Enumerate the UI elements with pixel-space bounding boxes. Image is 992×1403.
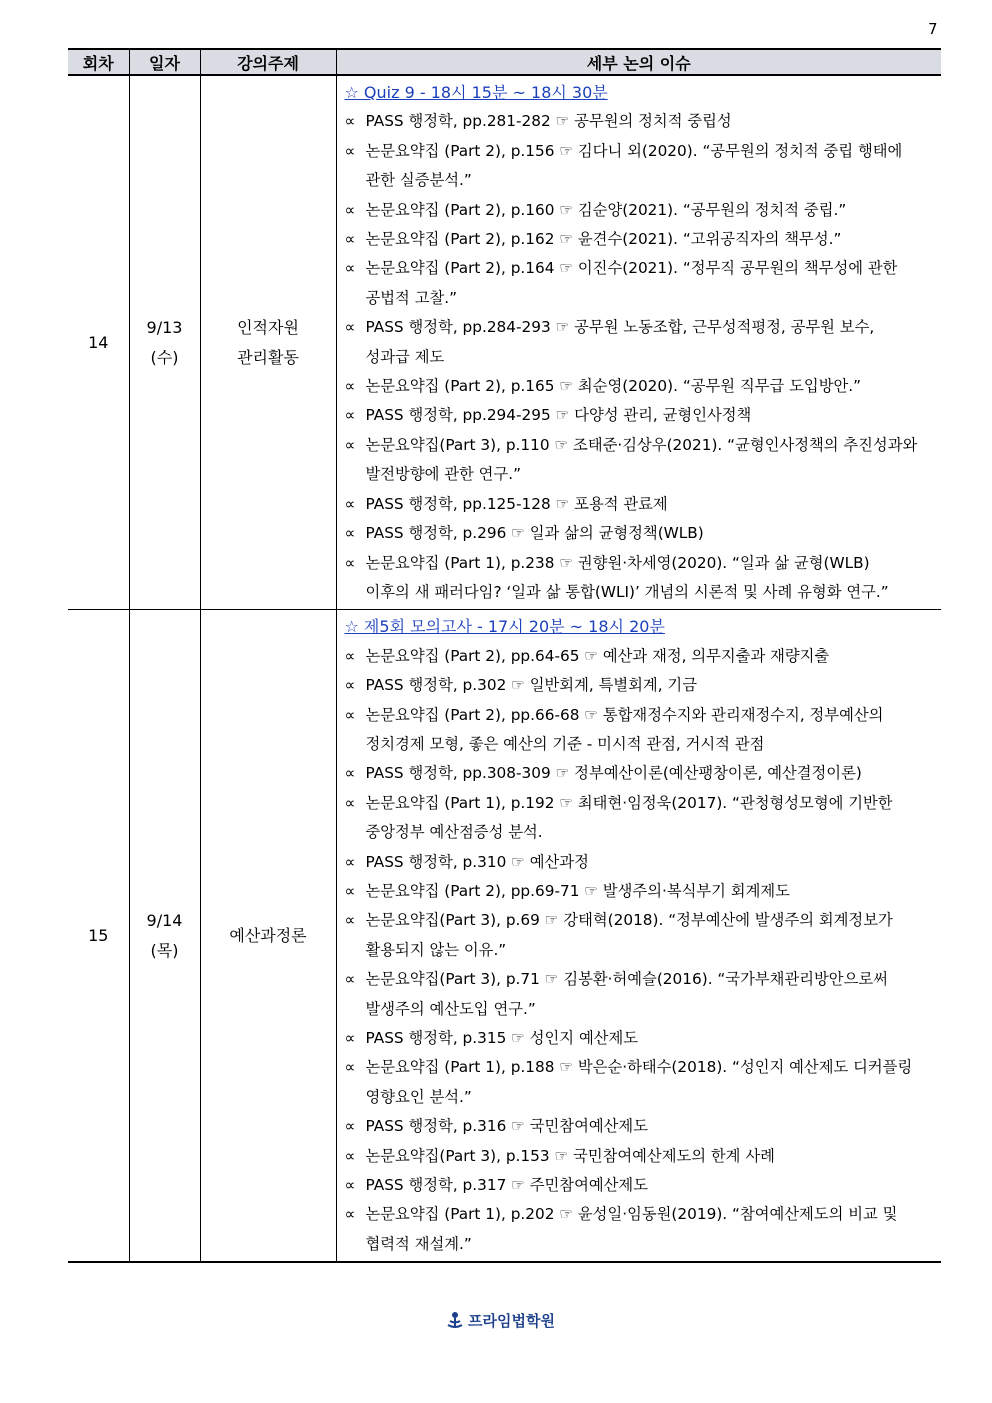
issue-line: 협력적 재설계.” [365, 1234, 472, 1253]
bullet-icon: ∝ [344, 494, 356, 513]
issue-item [345, 671, 934, 700]
topic-line: 예산과정론 [229, 925, 307, 945]
issue-item [345, 701, 934, 760]
bullet-icon: ∝ [344, 230, 356, 249]
issue-line: PASS 행정학, pp.284-293 ☞ 공무원 노동조합, 근무성적평정, 공무원 보수, [365, 318, 875, 337]
bullet-icon: ∝ [344, 1029, 356, 1047]
issue-text [366, 1053, 934, 1112]
bullet-icon: ∝ [344, 881, 356, 900]
issue-text [366, 1112, 934, 1141]
footer-academy-name: 프라임법학원 [468, 1312, 555, 1330]
issue-item [345, 1053, 934, 1112]
issue-line: 성과급 제도 [365, 347, 445, 366]
issue-item [345, 1171, 934, 1200]
issue-text [366, 372, 934, 401]
issue-text [366, 701, 934, 760]
issue-item [345, 196, 934, 225]
date-weekday: (목) [150, 940, 179, 960]
issue-text [366, 848, 934, 877]
issue-item [345, 1200, 934, 1259]
bullet-icon: ∝ [344, 259, 356, 278]
issue-line: 논문요약집 (Part 2), pp.66-68 ☞ 통합재정수지와 관리재정수지, 정부예산의 [365, 705, 884, 724]
date-weekday: (수) [150, 347, 179, 367]
bullet-icon: ∝ [344, 646, 356, 665]
issue-line: 논문요약집 (Part 2), p.160 ☞ 김순양(2021). “공무원의 정치적 중립.” [365, 200, 847, 219]
bullet-icon: ∝ [344, 764, 356, 783]
bullet-icon: ∝ [344, 970, 356, 989]
issue-item [345, 431, 934, 490]
issue-item [345, 965, 934, 1024]
issue-line: PASS 행정학, pp.281-282 ☞ 공무원의 정치적 중립성 [365, 112, 732, 131]
bullet-icon: ∝ [344, 524, 356, 543]
issue-line: 논문요약집 (Part 2), p.162 ☞ 윤견수(2021). “고위공직자의 책무성.” [365, 230, 842, 249]
bullet-icon: ∝ [344, 676, 356, 695]
issue-item [345, 313, 934, 372]
issue-text [366, 401, 934, 430]
issue-text [366, 1142, 934, 1171]
bullet-icon: ∝ [344, 852, 356, 871]
bullet-icon: ∝ [344, 793, 356, 812]
session-topic [200, 610, 336, 1262]
issue-text [366, 313, 934, 372]
bullet-icon: ∝ [344, 1176, 356, 1195]
issue-text [366, 906, 934, 965]
bullet-icon: ∝ [344, 1146, 356, 1165]
issue-item [345, 549, 934, 608]
session-date [129, 610, 200, 1262]
issue-line: 논문요약집 (Part 1), p.238 ☞ 권향원·차세영(2020). “일과 삶 균형(WLB) [365, 553, 870, 572]
issue-line: 논문요약집 (Part 1), p.188 ☞ 박은순·하태수(2018). “성인지 예산제도 디커플링 [365, 1058, 913, 1077]
issue-line: PASS 행정학, p.317 ☞ 주민참여예산제도 [365, 1176, 648, 1195]
bullet-icon: ∝ [344, 1205, 356, 1224]
issue-line: 논문요약집 (Part 1), p.192 ☞ 최태현·임정욱(2017). “관청형성모형에 기반한 [365, 793, 893, 812]
issue-text [366, 225, 934, 254]
issue-line: 논문요약집(Part 3), p.69 ☞ 강태혁(2018). “정부예산에 발생주의 회계정보가 [365, 911, 893, 930]
issue-line: 논문요약집 (Part 2), p.164 ☞ 이진수(2021). “정무직 공무원의 책무성에 관한 [365, 259, 898, 278]
issue-line: PASS 행정학, p.296 ☞ 일과 삶의 균형정책(WLB) [365, 524, 704, 543]
date-day: 9/14 [146, 910, 183, 930]
issue-text [366, 519, 934, 548]
issue-line: 논문요약집 (Part 1), p.202 ☞ 윤성일·임동원(2019). “참여예산제도의 비교 및 [365, 1205, 898, 1224]
issue-line: 논문요약집 (Part 2), p.165 ☞ 최순영(2020). “공무원 직무급 도입방안.” [365, 377, 862, 396]
issue-text [366, 254, 934, 313]
issue-item [345, 642, 934, 671]
issue-item [345, 1142, 934, 1171]
page-number: 7 [928, 20, 938, 38]
issue-line: 중앙정부 예산점증성 분석. [365, 823, 543, 842]
session-date [129, 75, 200, 610]
session-topic [200, 75, 336, 610]
session-row [68, 610, 941, 1262]
issue-text [366, 196, 934, 225]
issue-line: 논문요약집(Part 3), p.153 ☞ 국민참여예산제도의 한계 사례 [365, 1146, 775, 1165]
topic-line: 인적자원 [237, 317, 299, 337]
bullet-icon: ∝ [344, 1117, 356, 1136]
issue-item [345, 107, 934, 136]
bullet-icon: ∝ [344, 705, 356, 724]
issue-text [366, 490, 934, 519]
issue-line: 정치경제 모형, 좋은 예산의 기준 - 미시적 관점, 거시적 관점 [365, 734, 765, 753]
bullet-icon: ∝ [344, 553, 356, 572]
bullet-icon: ∝ [344, 318, 356, 337]
issue-line: PASS 행정학, p.302 ☞ 일반회계, 특별회계, 기금 [365, 676, 697, 695]
issue-line: 활용되지 않는 이유.” [365, 940, 507, 959]
issue-text [366, 789, 934, 848]
issue-text [366, 549, 934, 608]
issue-line: 관한 실증분석.” [365, 171, 472, 190]
issue-line: 논문요약집(Part 3), p.71 ☞ 김봉환·허예슬(2016). “국가부채관리방안으로써 [365, 970, 888, 989]
issue-text [366, 642, 934, 671]
bullet-icon: ∝ [344, 200, 356, 219]
issue-line: PASS 행정학, p.315 ☞ 성인지 예산제도 [365, 1029, 639, 1047]
issue-item [345, 877, 934, 906]
issue-line: PASS 행정학, pp.125-128 ☞ 포용적 관료제 [365, 494, 668, 513]
issue-line: 발생주의 예산도입 연구.” [365, 999, 536, 1018]
header-row [68, 49, 941, 75]
issue-text [366, 671, 934, 700]
session-number: 14 [68, 75, 129, 610]
issue-item [345, 906, 934, 965]
issue-line: 논문요약집 (Part 2), pp.64-65 ☞ 예산과 재정, 의무지출과 재량지출 [365, 646, 830, 665]
issue-item [345, 848, 934, 877]
issue-line: 발전방향에 관한 연구.” [365, 465, 522, 484]
issue-line: 공법적 고찰.” [365, 288, 458, 307]
issue-item [345, 759, 934, 788]
session-row [68, 75, 941, 610]
bullet-icon: ∝ [344, 406, 356, 425]
issue-text [366, 965, 934, 1024]
issue-line: 논문요약집 (Part 2), pp.69-71 ☞ 발생주의·복식부기 회계제도 [365, 881, 790, 900]
bullet-icon: ∝ [344, 911, 356, 930]
issue-item [345, 519, 934, 548]
issue-line: 이후의 새 패러다임? ‘일과 삶 통합(WLI)’ 개념의 시론적 및 사례 유형화 연구.” [365, 582, 889, 601]
header-date: 일자 [129, 49, 200, 75]
issue-text [366, 1171, 934, 1200]
topic-line: 관리활동 [237, 347, 299, 367]
issue-item [345, 490, 934, 519]
issue-line: 논문요약집 (Part 2), p.156 ☞ 김다니 외(2020). “공무원의 정치적 중립 행태에 [365, 141, 903, 160]
session-issues [336, 610, 941, 1262]
issue-item [345, 1024, 934, 1053]
issue-line: PASS 행정학, p.310 ☞ 예산과정 [365, 852, 589, 871]
issue-line: 영향요인 분석.” [365, 1087, 472, 1106]
date-day: 9/13 [146, 317, 183, 337]
session-number: 15 [68, 610, 129, 1262]
issue-item [345, 372, 934, 401]
bullet-icon: ∝ [344, 1058, 356, 1077]
quiz-schedule: ☆ Quiz 9 - 18시 15분 ~ 18시 30분 [344, 83, 608, 102]
issue-line: PASS 행정학, pp.308-309 ☞ 정부예산이론(예산팽창이론, 예산결정이론) [365, 764, 862, 783]
bullet-icon: ∝ [344, 112, 356, 131]
issue-line: PASS 행정학, p.316 ☞ 국민참여예산제도 [365, 1117, 648, 1136]
issue-text [366, 1200, 934, 1259]
schedule-table [68, 48, 941, 1263]
issue-line: 논문요약집(Part 3), p.110 ☞ 조태준·김상우(2021). “균형인사정책의 추진성과와 [365, 435, 918, 454]
issue-text [366, 137, 934, 196]
academy-logo-icon [446, 1311, 464, 1331]
issue-text [366, 431, 934, 490]
bullet-icon: ∝ [344, 141, 356, 160]
issue-item [345, 137, 934, 196]
bullet-icon: ∝ [344, 435, 356, 454]
issue-text [366, 107, 934, 136]
footer-logo [446, 1310, 555, 1331]
issue-item [345, 254, 934, 313]
quiz-schedule: ☆ 제5회 모의고사 - 17시 20분 ~ 18시 20분 [344, 617, 665, 637]
issue-item [345, 1112, 934, 1141]
issue-text [366, 759, 934, 788]
header-session: 회차 [68, 49, 129, 75]
header-topic: 강의주제 [200, 49, 336, 75]
issue-item [345, 789, 934, 848]
session-issues [336, 75, 941, 610]
header-issues: 세부 논의 이슈 [336, 49, 941, 75]
issue-text [366, 877, 934, 906]
bullet-icon: ∝ [344, 377, 356, 396]
issue-text [366, 1024, 934, 1053]
issue-item [345, 401, 934, 430]
issue-line: PASS 행정학, pp.294-295 ☞ 다양성 관리, 균형인사정책 [365, 406, 752, 425]
issue-item [345, 225, 934, 254]
